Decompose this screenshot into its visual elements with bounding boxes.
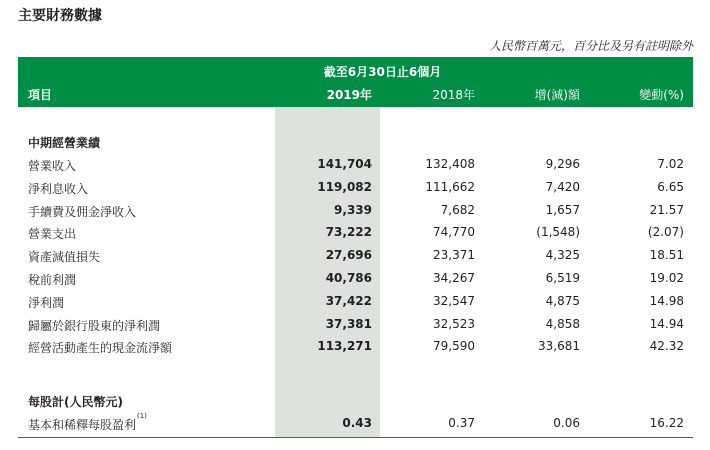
- cell-change: (1,548): [536, 225, 580, 240]
- cell-change: 6,519: [545, 271, 580, 285]
- cell-change-pct: 7.02: [657, 157, 684, 171]
- cell-change: 4,875: [545, 293, 580, 308]
- section-title: 中期經營業績: [28, 136, 101, 150]
- cell-2018: 111,662: [425, 179, 475, 194]
- row-label: 經營活動產生的現金流淨額: [28, 341, 173, 356]
- cell-2018: 132,408: [425, 157, 475, 171]
- cell-2019: 113,271: [317, 339, 372, 354]
- table-header-row: [18, 83, 693, 106]
- cell-2019: 40,786: [325, 271, 372, 285]
- cell-2018: 23,371: [433, 248, 475, 263]
- cell-change-pct: 21.57: [649, 202, 684, 217]
- header-item: 項目: [28, 88, 53, 102]
- section-title-row: [18, 390, 693, 413]
- cell-change: 9,296: [545, 157, 580, 171]
- table-row: [18, 291, 693, 314]
- cell-change-pct: 14.94: [649, 316, 684, 331]
- cell-2019: 37,381: [325, 316, 372, 331]
- cell-2019: 27,696: [325, 248, 372, 263]
- table-row: [18, 200, 693, 223]
- row-label: 稅前利潤: [28, 273, 77, 287]
- cell-2018: 0.37: [448, 416, 475, 430]
- cell-2019: 0.43: [342, 416, 372, 430]
- row-label: 資產減值損失: [28, 250, 101, 265]
- header-2018: 2018年: [432, 88, 475, 102]
- cell-change-pct: 6.65: [657, 179, 684, 194]
- table-row: [18, 245, 693, 268]
- table-row: 基本和稀釋每股盈利 (1) 0.43 0.37 0.06 16.22: [28, 412, 684, 432]
- table-row: [18, 336, 693, 359]
- table-row: [18, 222, 693, 245]
- table-row: [18, 268, 693, 291]
- cell-change-pct: 42.32: [649, 339, 684, 354]
- unit-note: 人民幣百萬元，百分比及另有註明除外: [488, 39, 693, 53]
- row-label: 淨利息收入: [28, 181, 89, 196]
- row-label: 基本和稀釋每股盈利: [28, 418, 137, 432]
- cell-change: 4,325: [545, 248, 580, 263]
- row-label: 手續費及佣金淨收入: [28, 204, 137, 219]
- section-title-row: [18, 131, 693, 154]
- cell-change-pct: (2.07): [647, 225, 684, 240]
- cell-change-pct: 16.22: [649, 416, 684, 430]
- row-label: 歸屬於銀行股東的淨利潤: [28, 318, 161, 333]
- cell-change: 4,858: [545, 316, 580, 331]
- cell-2019: 73,222: [325, 225, 372, 240]
- period-header: 截至6月30日止6個月: [323, 65, 442, 79]
- cell-change: 0.06: [553, 416, 580, 430]
- cell-2018: 32,523: [433, 316, 475, 331]
- row-label: 營業支出: [28, 227, 77, 242]
- row-label: 營業收入: [28, 159, 77, 173]
- cell-2018: 79,590: [433, 339, 475, 354]
- cell-2018: 74,770: [433, 225, 475, 240]
- header-change-pct: 變動(%): [639, 88, 684, 102]
- cell-2018: 7,682: [440, 202, 475, 217]
- table-row: [18, 154, 693, 177]
- cell-change-pct: 14.98: [649, 293, 684, 308]
- header-2019: 2019年: [326, 88, 372, 102]
- cell-change: 1,657: [545, 202, 580, 217]
- table-row: [18, 314, 693, 337]
- cell-change-pct: 18.51: [649, 248, 684, 263]
- page-title: 主要財務數據: [18, 8, 102, 24]
- cell-2019: 37,422: [325, 293, 372, 308]
- cell-2019: 141,704: [317, 157, 372, 171]
- section-title: 每股計(人民幣元): [28, 395, 123, 409]
- cell-2018: 32,547: [433, 293, 475, 308]
- cell-2019: 9,339: [334, 202, 372, 217]
- table-row: [18, 177, 693, 200]
- header-change: 增(減)額: [534, 88, 580, 102]
- cell-change: 33,681: [538, 339, 580, 354]
- cell-2018: 34,267: [433, 271, 475, 285]
- table-bottom-rule: [18, 437, 693, 438]
- cell-change: 7,420: [545, 179, 580, 194]
- row-label: 淨利潤: [28, 295, 65, 310]
- cell-change-pct: 19.02: [649, 271, 684, 285]
- cell-2019: 119,082: [317, 179, 372, 194]
